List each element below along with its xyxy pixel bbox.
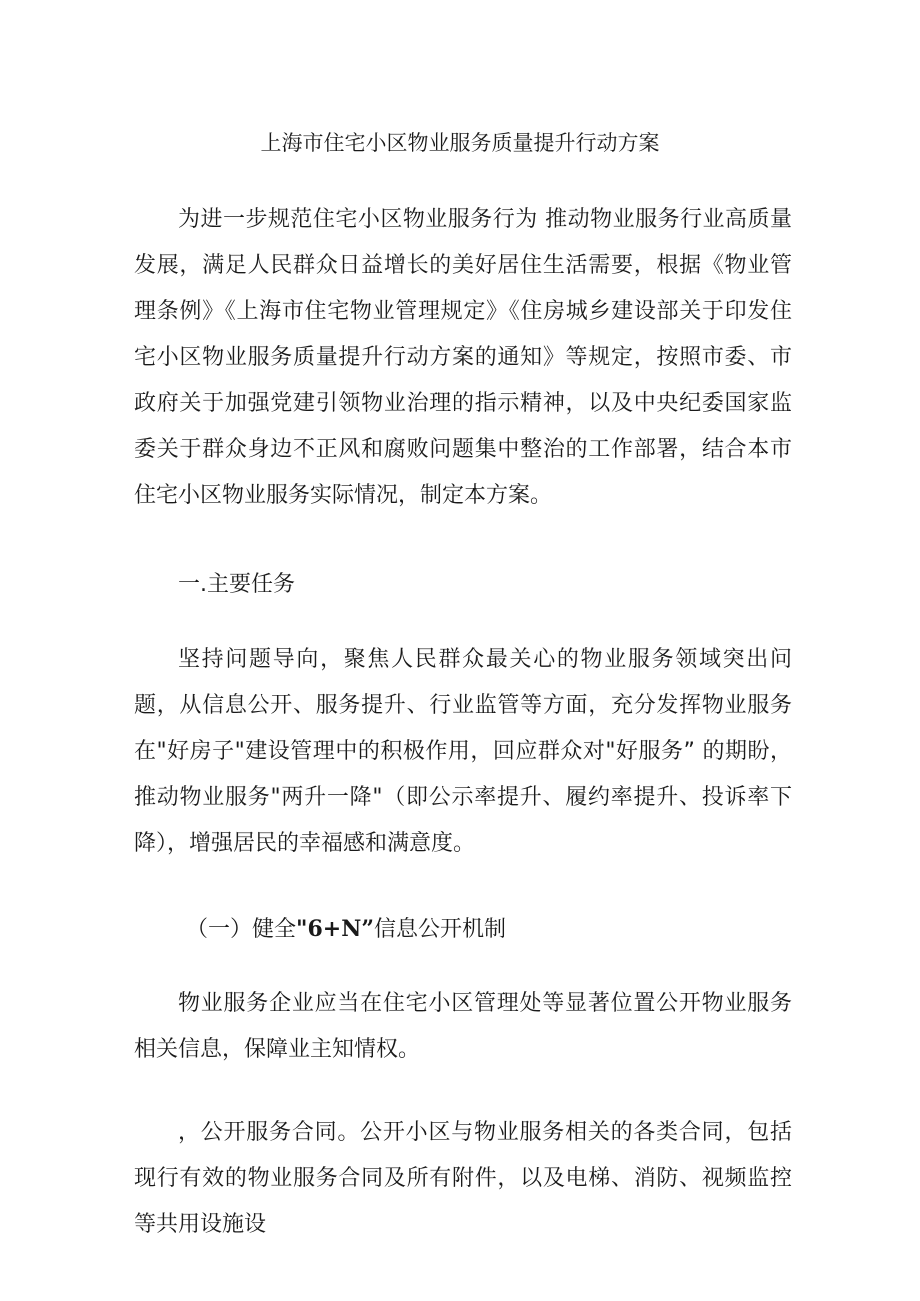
section-heading: 一.主要任务 [178, 572, 295, 597]
subsection-heading-emphasis: "6+N” [296, 916, 374, 942]
subsection-heading [186, 906, 506, 953]
subsection-heading-prefix: （一）健全 [186, 917, 297, 942]
subsection-paragraph: 物业服务企业应当在住宅小区管理处等显著位置公开物业服务相关信息，保障业主知情权。 [134, 991, 792, 1062]
item-paragraph: ，公开服务合同。公开小区与物业服务相关的各类合同，包括现行有效的物业服务合同及所有附件，以及电梯、消防、视频监控等共用设施设 [134, 1120, 792, 1237]
document-title: 上海市住宅小区物业服务质量提升行动方案 [260, 131, 660, 155]
intro-paragraph: 为进一步规范住宅小区物业服务行为 推动物业服务行业高质量发展，满足人民群众日益增长的美好居住生活需要，根据《物业管理条例》《上海市住宅物业管理规定》《住房城乡建设部关于印发住宅小区物业服务质量提升行动方案的通知》等规定，按照市委、市政府关于加强党建引领物业治理的指示精神，以及中央纪委国家监委关于群众身边不正风和腐败问题集中整治的工作部署，结合本市住宅小区物业服务实际情况，制定本方案。 [134, 207, 792, 508]
subsection-heading-suffix: 信息公开机制 [373, 917, 506, 942]
section-paragraph: 坚持问题导向，聚焦人民群众最关心的物业服务领域突出问题，从信息公开、服务提升、行业监管等方面，充分发挥物业服务在"好房子"建设管理中的积极作用，回应群众对"好服务” 的期盼，推动物业服务"两升一降"（即公示率提升、履约率提升、投诉率下降），增强居民的幸福感和满意度。 [134, 647, 792, 856]
